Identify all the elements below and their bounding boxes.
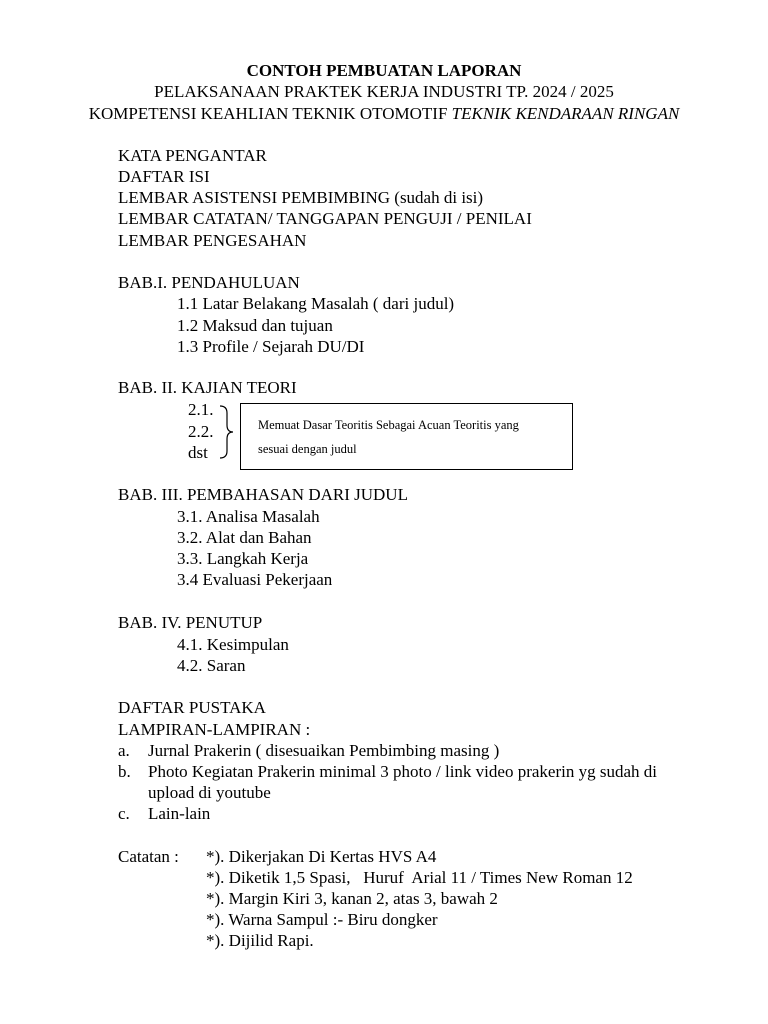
bab1-item: 1.3 Profile / Sejarah DU/DI: [177, 337, 365, 356]
document-title: CONTOH PEMBUATAN LAPORAN: [246, 61, 522, 80]
competency-text: KOMPETENSI KEAHLIAN TEKNIK OTOMOTIF: [88, 104, 448, 123]
front-matter-item: LEMBAR CATATAN/ TANGGAPAN PENGUJI / PENILAI: [118, 209, 532, 228]
lampiran-item: Photo Kegiatan Prakerin minimal 3 photo / link video prakerin yg sudah di: [148, 762, 657, 781]
daftar-pustaka: DAFTAR PUSTAKA: [118, 698, 266, 717]
bab3-heading: BAB. III. PEMBAHASAN DARI JUDUL: [118, 485, 408, 504]
lampiran-item: Jurnal Prakerin ( disesuaikan Pembimbing masing ): [148, 741, 500, 760]
bab2-item: 2.1.: [188, 400, 214, 419]
lampiran-item-continued: upload di youtube: [148, 783, 271, 802]
bab4-item: 4.1. Kesimpulan: [177, 635, 289, 654]
bab2-item: dst: [188, 443, 208, 462]
front-matter-item: DAFTAR ISI: [118, 167, 210, 186]
bab3-item: 3.4 Evaluasi Pekerjaan: [177, 570, 333, 589]
bab4-heading: BAB. IV. PENUTUP: [118, 613, 263, 632]
bab4-item: 4.2. Saran: [177, 656, 246, 675]
catatan-item: *). Dijilid Rapi.: [206, 931, 314, 950]
front-matter-item: LEMBAR PENGESAHAN: [118, 231, 307, 250]
bab1-item: 1.2 Maksud dan tujuan: [177, 316, 333, 335]
lampiran-marker: a.: [118, 741, 130, 760]
lampiran-marker: c.: [118, 804, 130, 823]
lampiran-marker: b.: [118, 762, 131, 781]
bab2-item: 2.2.: [188, 422, 214, 441]
bab2-heading: BAB. II. KAJIAN TEORI: [118, 378, 297, 397]
bab1-item: 1.1 Latar Belakang Masalah ( dari judul): [177, 294, 455, 313]
catatan-item: *). Diketik 1,5 Spasi, Huruf Arial 11 / Times New Roman 12: [206, 868, 633, 887]
front-matter-item: LEMBAR ASISTENSI PEMBIMBING (sudah di isi): [118, 188, 484, 207]
bab1-heading: BAB.I. PENDAHULUAN: [118, 273, 300, 292]
document-competency-line: [0, 103, 768, 124]
bab2-note-box: [240, 403, 573, 470]
catatan-item: *). Dikerjakan Di Kertas HVS A4: [206, 847, 437, 866]
catatan-label: Catatan :: [118, 847, 179, 866]
competency-italic-text: TEKNIK KENDARAAN RINGAN: [451, 104, 680, 123]
catatan-item: *). Margin Kiri 3, kanan 2, atas 3, bawah 2: [206, 889, 498, 908]
bab3-item: 3.1. Analisa Masalah: [177, 507, 320, 526]
catatan-item: *). Warna Sampul :- Biru dongker: [206, 910, 438, 929]
lampiran-heading: LAMPIRAN-LAMPIRAN :: [118, 720, 311, 739]
bab2-note-line: sesuai dengan judul: [258, 442, 357, 456]
bab3-item: 3.2. Alat dan Bahan: [177, 528, 312, 547]
front-matter-item: KATA PENGANTAR: [118, 146, 267, 165]
document-subtitle: PELAKSANAAN PRAKTEK KERJA INDUSTRI TP. 2024 / 2025: [154, 82, 614, 101]
right-brace-icon: [216, 403, 238, 461]
bab3-item: 3.3. Langkah Kerja: [177, 549, 309, 568]
bab2-note-line: Memuat Dasar Teoritis Sebagai Acuan Teoritis yang: [258, 418, 519, 432]
lampiran-item: Lain-lain: [148, 804, 211, 823]
